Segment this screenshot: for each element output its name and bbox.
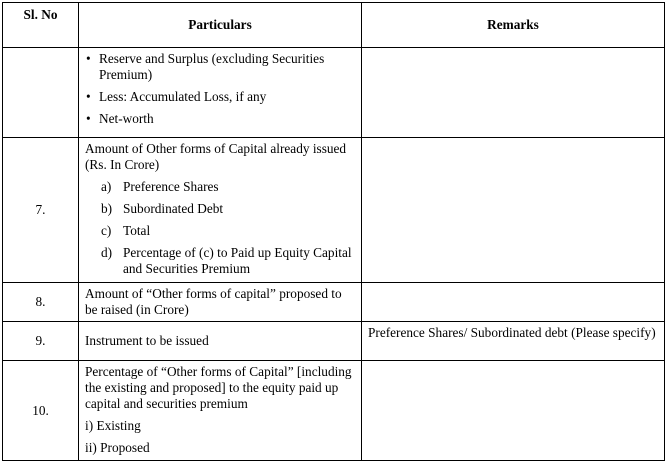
table-row-10 (3, 361, 665, 461)
item-text: Preference Shares (123, 179, 219, 194)
header-sl-no: Sl. No (3, 3, 79, 48)
remarks-cell (362, 138, 665, 283)
particulars-cell (79, 361, 362, 461)
list-item: • Less: Accumulated Loss, if any (85, 89, 355, 105)
particulars-cell (79, 138, 362, 283)
list-item (85, 201, 355, 217)
sl-cell: 7. (3, 138, 79, 283)
item-marker: a) (101, 179, 112, 194)
list-item: • Net-worth (85, 111, 355, 127)
header-particulars: Particulars (79, 3, 362, 48)
item-text: Total (123, 223, 151, 238)
table-row-9 (3, 322, 665, 361)
list-item (85, 179, 355, 195)
remarks-cell (362, 361, 665, 461)
table-row-8 (3, 283, 665, 322)
table-row-net-worth (3, 48, 665, 138)
particulars-cell: Instrument to be issued (79, 322, 362, 361)
item-marker: d) (101, 245, 113, 260)
header-remarks: Remarks (362, 3, 665, 48)
sl-cell-empty (3, 48, 79, 138)
bullet-list (85, 51, 355, 127)
remarks-cell (362, 48, 665, 138)
particulars-cell (79, 48, 362, 138)
list-item: • Reserve and Surplus (excluding Securities Premium) (85, 51, 355, 83)
sl-cell: 9. (3, 322, 79, 361)
form-table (2, 2, 665, 461)
row-intro: Percentage of “Other forms of Capital” [including the existing and proposed] to the equity paid up capital and securities premium (85, 364, 352, 411)
table-row-7 (3, 138, 665, 283)
list-item (85, 223, 355, 239)
remarks-cell (362, 283, 665, 322)
particulars-cell: Amount of “Other forms of capital” proposed to be raised (in Crore) (79, 283, 362, 322)
remarks-cell: Preference Shares/ Subordinated debt (Please specify) (362, 322, 665, 361)
item-marker: b) (101, 201, 113, 216)
item-text: Percentage of (c) to Paid up Equity Capital and Securities Premium (123, 245, 352, 276)
list-item: ii) Proposed (85, 440, 150, 455)
sl-cell: 8. (3, 283, 79, 322)
sl-cell: 10. (3, 361, 79, 461)
list-item (85, 245, 355, 277)
row-intro: Amount of Other forms of Capital already issued (Rs. In Crore) (85, 141, 347, 172)
item-marker: c) (101, 223, 112, 238)
list-item: i) Existing (85, 418, 141, 433)
header-row (3, 3, 665, 48)
item-text: Subordinated Debt (123, 201, 224, 216)
